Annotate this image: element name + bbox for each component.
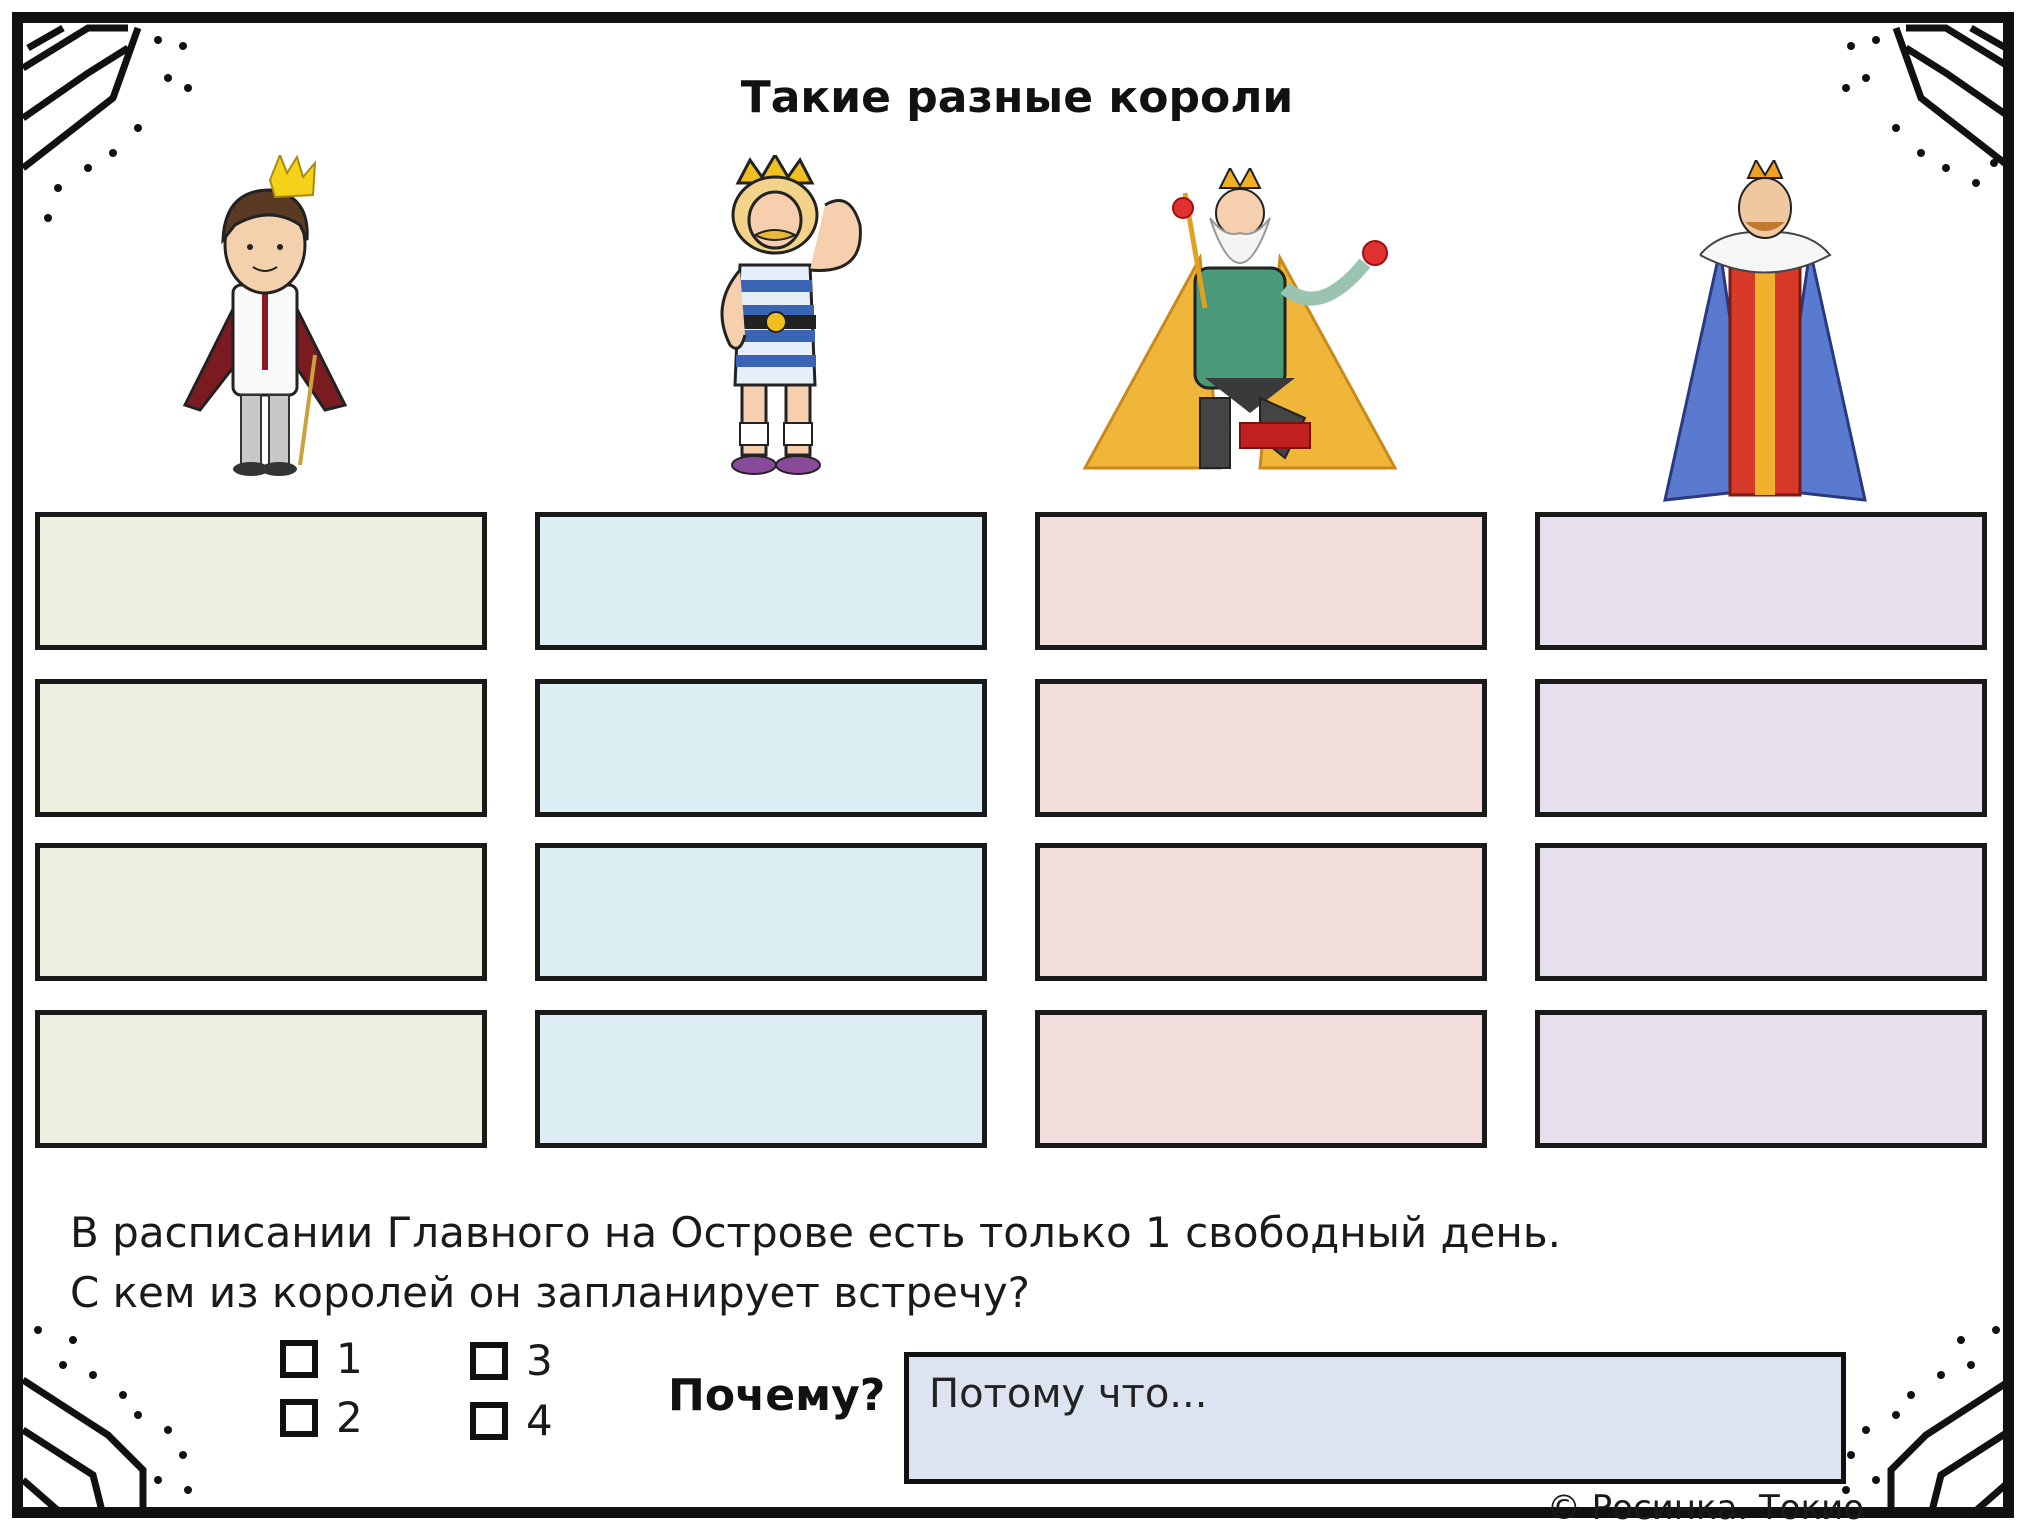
- cell-col1-row3[interactable]: [35, 843, 487, 981]
- cell-col1-row4[interactable]: [35, 1010, 487, 1148]
- checkbox-2[interactable]: [280, 1399, 318, 1437]
- checkbox-1[interactable]: [280, 1340, 318, 1378]
- why-label: Почему?: [668, 1370, 886, 1421]
- corner-ornament-bottom-left: [18, 1320, 218, 1520]
- checkbox-3[interactable]: [470, 1342, 508, 1380]
- option-3-label: 3: [526, 1336, 553, 1385]
- cell-col2-row3[interactable]: [535, 843, 987, 981]
- option-4[interactable]: [470, 1396, 553, 1445]
- question-line-2: С кем из королей он запланирует встречу?: [70, 1268, 1030, 1317]
- cell-col4-row3[interactable]: [1535, 843, 1987, 981]
- cell-col3-row1[interactable]: [1035, 512, 1487, 650]
- option-2[interactable]: [280, 1393, 363, 1442]
- royal-king-robe-icon: [1660, 160, 1870, 505]
- cell-col2-row2[interactable]: [535, 679, 987, 817]
- strongman-king-icon: [700, 155, 890, 485]
- answer-field[interactable]: Потому что...: [904, 1352, 1846, 1484]
- cell-col3-row4[interactable]: [1035, 1010, 1487, 1148]
- question-line-1: В расписании Главного на Острове есть только 1 свободный день.: [70, 1208, 1561, 1257]
- option-3[interactable]: [470, 1336, 553, 1385]
- cell-col3-row2[interactable]: [1035, 679, 1487, 817]
- cell-col2-row4[interactable]: [535, 1010, 987, 1148]
- old-king-throne-icon: [1080, 168, 1400, 483]
- page-title: Такие разные короли: [740, 72, 1294, 123]
- option-4-label: 4: [526, 1396, 553, 1445]
- copyright-text: © Росинка. Токио: [1546, 1488, 1864, 1528]
- cell-col4-row4[interactable]: [1535, 1010, 1987, 1148]
- option-2-label: 2: [336, 1393, 363, 1442]
- cell-col4-row1[interactable]: [1535, 512, 1987, 650]
- cell-col2-row1[interactable]: [535, 512, 987, 650]
- checkbox-4[interactable]: [470, 1402, 508, 1440]
- option-1[interactable]: [280, 1334, 363, 1383]
- cell-col3-row3[interactable]: [1035, 843, 1487, 981]
- option-1-label: 1: [336, 1334, 363, 1383]
- cell-col1-row1[interactable]: [35, 512, 487, 650]
- cell-col4-row2[interactable]: [1535, 679, 1987, 817]
- young-king-icon: [175, 155, 355, 485]
- cell-col1-row2[interactable]: [35, 679, 487, 817]
